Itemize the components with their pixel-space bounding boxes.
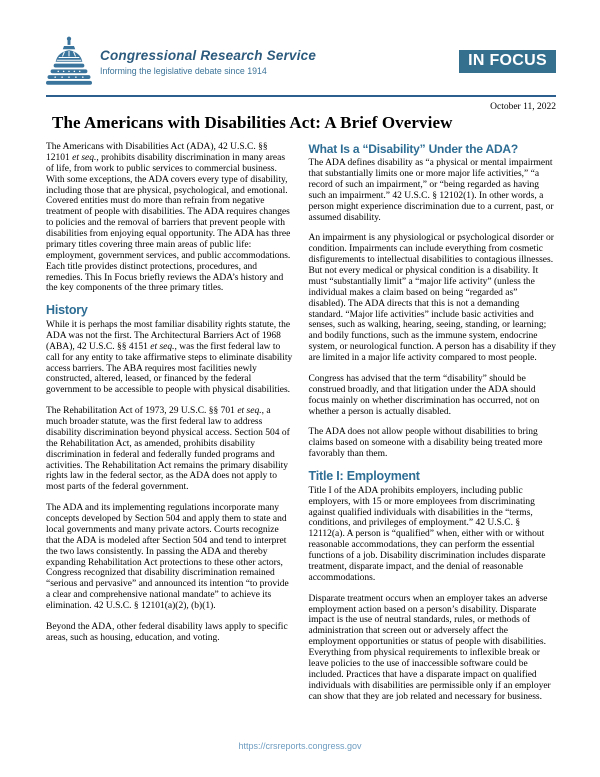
brand-text bbox=[100, 34, 316, 76]
publication-date: October 11, 2022 bbox=[490, 102, 556, 112]
crs-brand bbox=[46, 34, 316, 92]
history-paragraph-1: While it is perhaps the most familiar disability rights statute, the ADA was not the first. The Architectural Barriers Act of 1968 (ABA), 42 U.S.C. §§ 4151 et seq., was the first federal law to call for any entity to take affirmative steps to eliminate disability access barriers. The ABA requires most facilities newly constructed, altered, leased, or financed by the federal government to be accessible to people with physical disabilities. bbox=[46, 320, 293, 396]
header-rule bbox=[46, 95, 556, 97]
in-focus-badge: IN FOCUS bbox=[459, 50, 556, 73]
disability-paragraph-3: Congress has advised that the term “disability” should be construed broadly, and that litigation under the ADA should focus mainly on whether discrimination has occurred, not on whether a person is actually disabled. bbox=[308, 373, 540, 417]
section-heading-disability-definition: What Is a “Disability” Under the ADA? bbox=[308, 142, 519, 156]
disability-paragraph-2: An impairment is any physiological or psychological disorder or condition. Impairments can include everything from cosmetic disfigurements to intellectual disabilities to contagious illnesses. But not every medical or physical condition is a disability. It must “substantially limit” a “major life activity” (unless the individual makes a claim based on being “regarded as” disabled). The ADA directs that this is not a demanding standard. “Major life activities” include basic activities and senses, such as walking, hearing, seeing, standing, or learning; and bodily functions, such as the immune system, endocrine system, or neurological function. A person has a disability if they are limited in a major life activity compared to most people. bbox=[308, 233, 556, 364]
title1-paragraph-1: Title I of the ADA prohibits employers, including public employers, with 15 or more employees from discriminating against qualified individuals with disabilities in the “terms, conditions, and privileges of employment.” 42 U.S.C. § 12112(a). A person is “qualified” when, either with or without reasonable accommodations, they can perform the essential functions of a job. Disability discrimination includes disparate treatment, disparate impact, and the denial of reasonable accommodations. bbox=[308, 485, 546, 583]
disability-paragraph-4: The ADA does not allow people without disabilities to bring claims based on someone with a disability being treated more favorably than them. bbox=[308, 427, 543, 460]
left-column bbox=[46, 142, 294, 712]
disability-paragraph-1: The ADA defines disability as “a physical or mental impairment that substantially limits one or more major life activities,” “a record of such an impairment,” or “being regarded as having such an impairment.” 42 U.S.C. § 12102(1). In other words, a person might experience discrimination due to a current, past, or assumed disability. bbox=[308, 158, 554, 223]
right-column bbox=[309, 142, 557, 712]
org-tagline: Informing the legislative debate since 1914 bbox=[100, 66, 267, 76]
history-paragraph-4: Beyond the ADA, other federal disability laws apply to specific areas, such as housing, education, and voting. bbox=[46, 621, 288, 643]
history-paragraph-3: The ADA and its implementing regulations incorporate many concepts developed by Section 504 and apply them to state and local governments and many private actors. Courts recognize that the ADA is modeled after Section 504 and tend to interpret the two laws consistently. In passing the ADA and thereby expanding Rehabilitation Act protections to these other actors, Congress recognized that disability discrimination remained “serious and pervasive” and announced its intention “to provide a clear and comprehensive national mandate” to achieve its elimination. 42 U.S.C. § 12101(a)(2), (b)(1). bbox=[46, 503, 289, 611]
document-body bbox=[46, 142, 556, 712]
org-name: Congressional Research Service bbox=[100, 48, 317, 63]
document-title: The Americans with Disabilities Act: A Brief Overview bbox=[52, 113, 453, 132]
intro-paragraph: The Americans with Disabilities Act (ADA), 42 U.S.C. §§ 12101 et seq., prohibits disability discrimination in many areas of life, from work to public services to commercial business. With some exceptions, the ADA covers every type of disability, including those that are physical, psychological, and emotional. Covered entities must do more than refrain from negative treatment of people with disabilities. The ADA requires changes to policies and the removal of barriers that prevent people with disabilities from enjoying equal opportunity. The ADA has three primary titles covering three main areas of public life: employment, government services, and public accommodations. Each title provides distinct protections, procedures, and remedies. This In Focus briefly reviews the ADA’s history and the key components of the three primary titles. bbox=[46, 142, 291, 294]
section-heading-history: History bbox=[46, 303, 88, 318]
page-footer bbox=[0, 736, 600, 754]
capitol-dome-icon bbox=[46, 35, 92, 92]
history-paragraph-2: The Rehabilitation Act of 1973, 29 U.S.C. §§ 701 et seq., a much broader statute, was the first federal law to address disability discrimination beyond physical access. Section 504 of the Rehabilitation Act, as amended, prohibits disability discrimination in federal and federally funded programs and activities. The Rehabilitation Act remains the primary disability rights law in the federal sector, as the ADA does not apply to most parts of the federal government. bbox=[46, 406, 290, 493]
crs-reports-link[interactable]: https://crsreports.congress.gov bbox=[238, 741, 362, 751]
title1-paragraph-2: Disparate treatment occurs when an employer takes an adverse employment action based on a person’s disability. Disparate impact is the use of neutral standards, rules, or methods of administration that screen out or adversely affect the employment opportunities or status of people with disabilities. Everything from physical requirements to inflexible break or leave policies to the use of inaccessible software could be included. Practices that have a disparate impact on qualified individuals with disabilities are permissible only if an employer can show that they are job related and necessary for business. bbox=[308, 593, 551, 702]
masthead bbox=[46, 34, 556, 92]
section-heading-title-1-employment: Title I: Employment bbox=[308, 469, 420, 484]
